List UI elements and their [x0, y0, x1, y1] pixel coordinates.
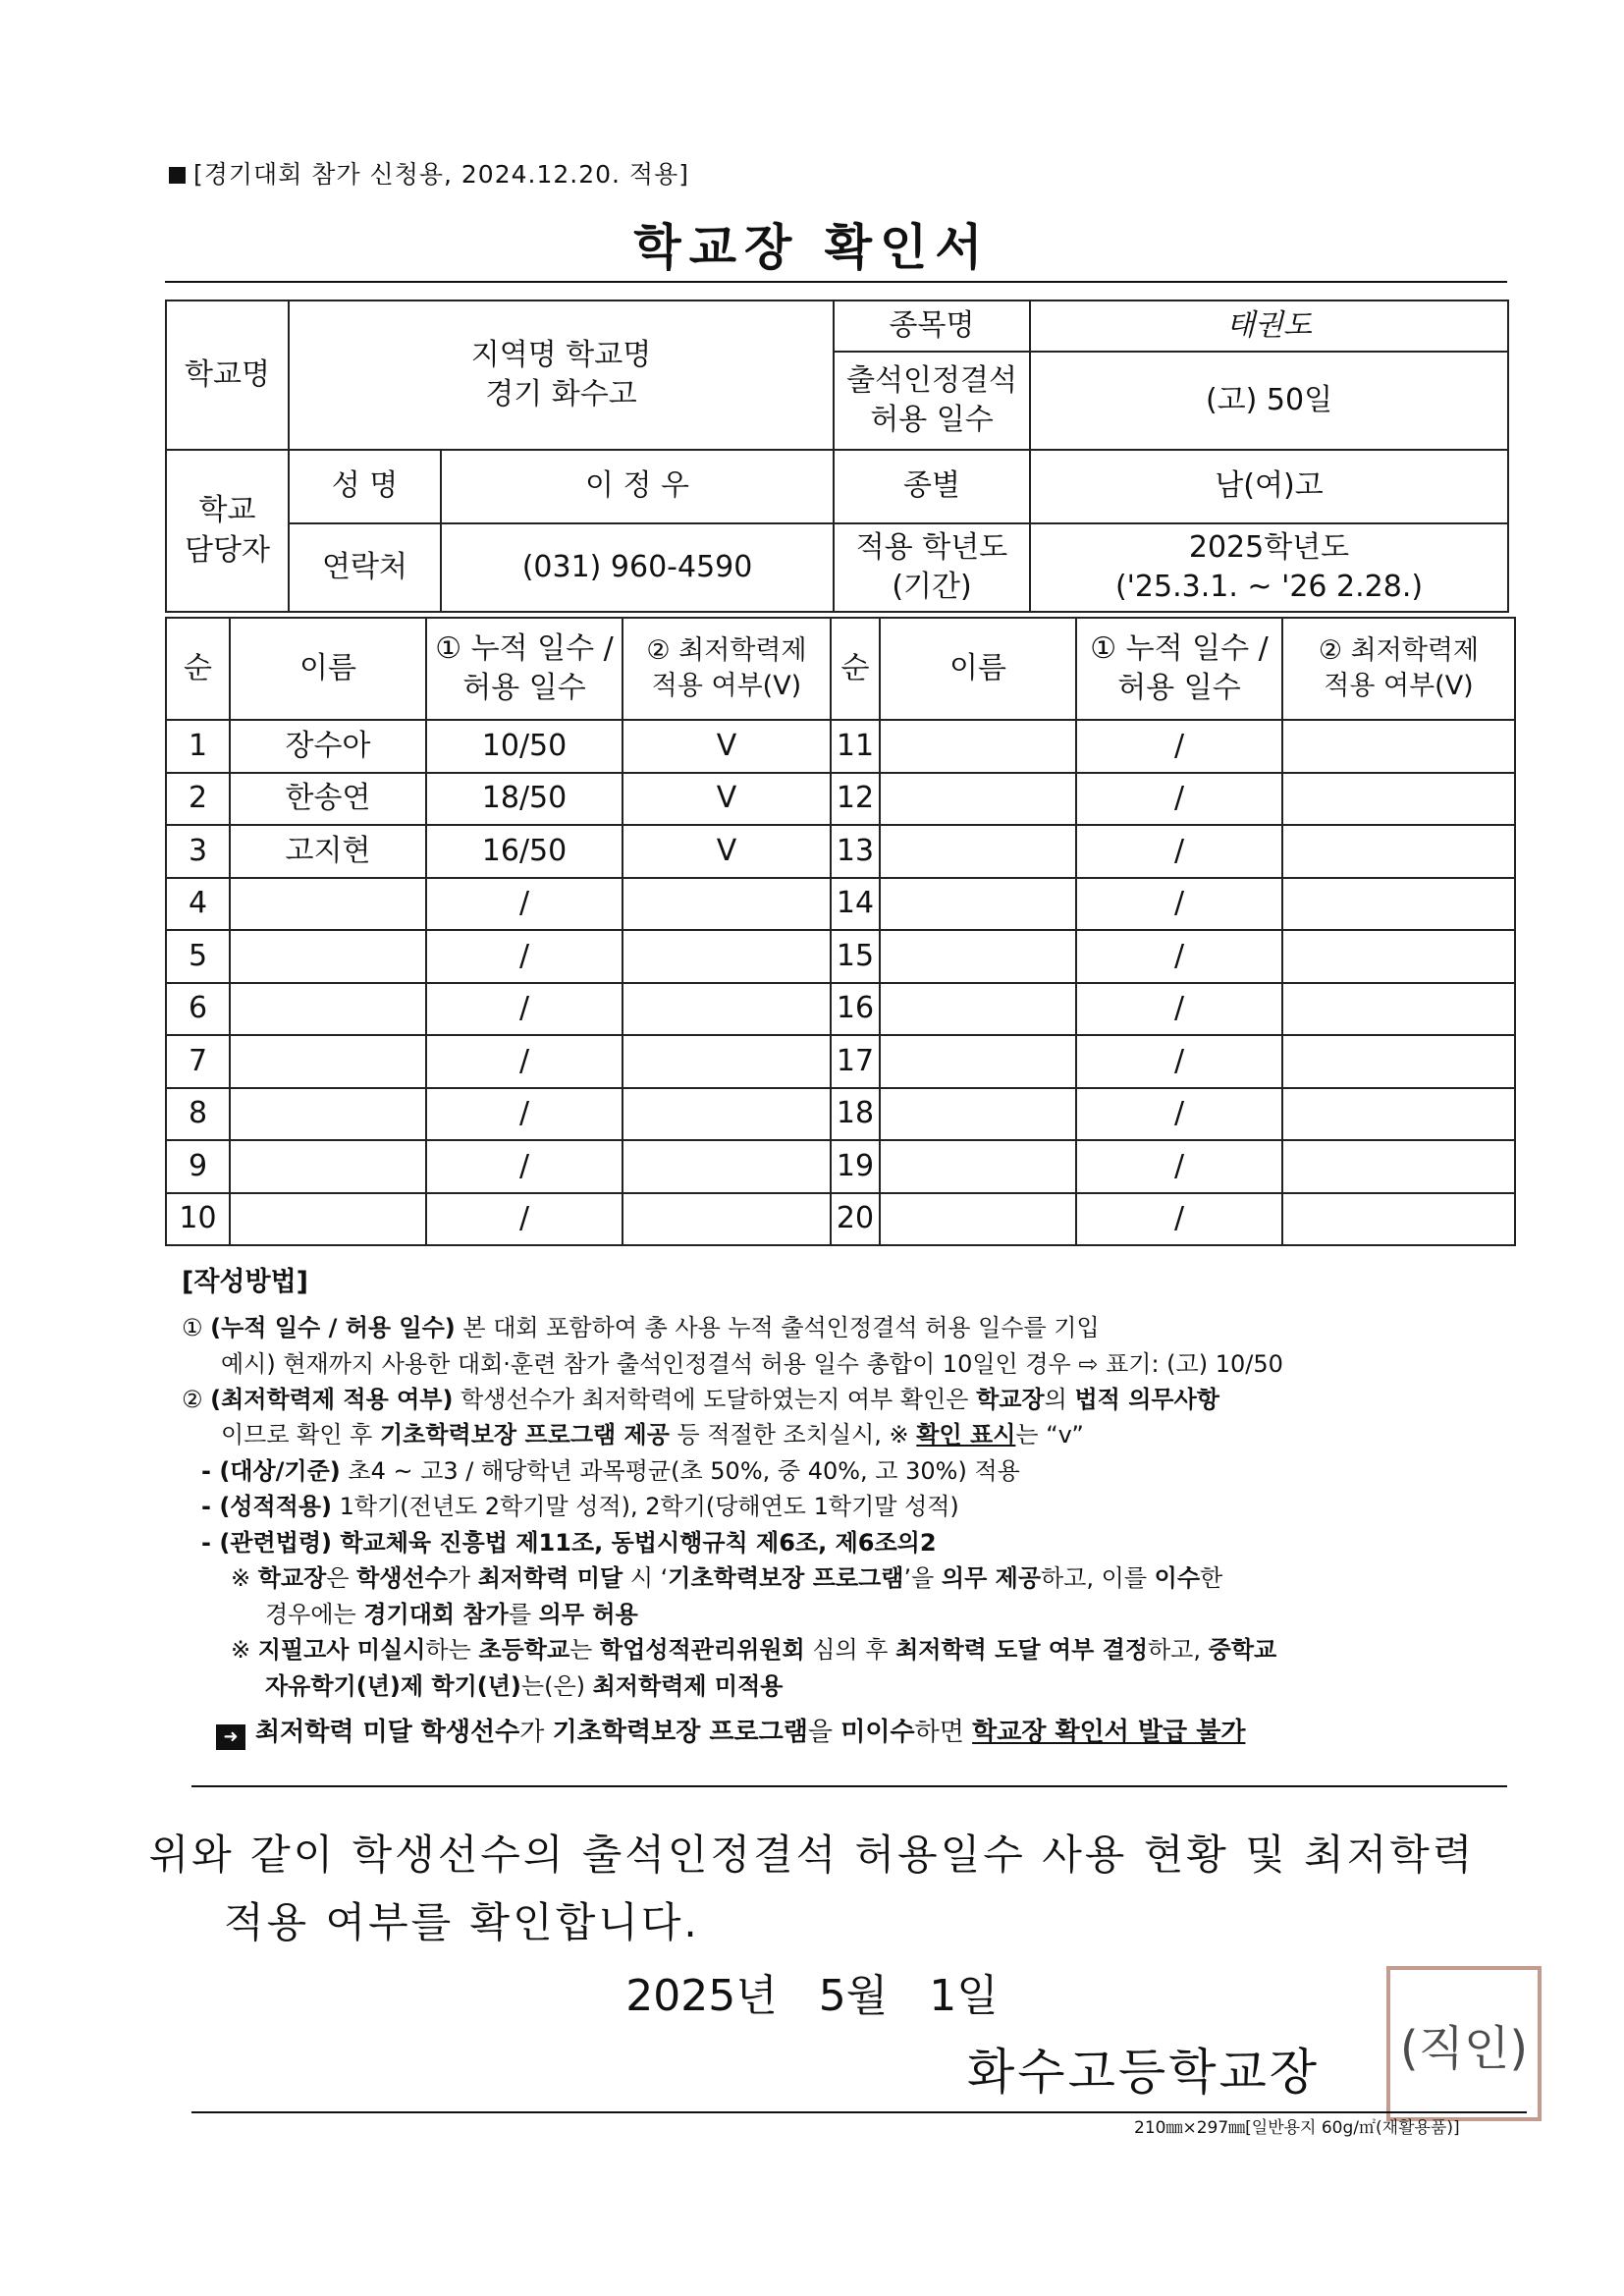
student-name: [230, 878, 426, 931]
col-name-left: 이름: [230, 618, 426, 720]
row-number: 3: [166, 825, 230, 878]
table-row: [166, 720, 1515, 773]
used-days: /: [1076, 1088, 1282, 1141]
student-name: [880, 930, 1076, 983]
student-name: 한송연: [230, 773, 426, 826]
min-academic-check: [1282, 825, 1515, 878]
min-academic-check: [623, 1193, 831, 1246]
min-academic-check: [1282, 1140, 1515, 1193]
min-academic-check: [1282, 1088, 1515, 1141]
min-academic-check: [623, 1035, 831, 1088]
guide-line-11: 자유학기(년)제 학기(년)는(은) 최저학력제 미적용: [265, 1671, 784, 1700]
guide-line-6: - (성적적용) 1학기(전년도 2학기말 성적), 2학기(당해연도 1학기말 성적): [201, 1493, 959, 1521]
min-academic-check: [1282, 930, 1515, 983]
gender-label: 종별: [834, 450, 1030, 523]
used-days: /: [426, 1193, 623, 1246]
confirm-line-1: 위와 같이 학생선수의 출석인정결석 허용일수 사용 현황 및 최저학력: [148, 1831, 1476, 1879]
gender-value: 남(여)고: [1030, 450, 1508, 523]
row-number: 17: [831, 1035, 880, 1088]
used-days: /: [1076, 1193, 1282, 1246]
signer-name: 화수고등학교장: [967, 2044, 1321, 2101]
used-days: /: [426, 878, 623, 931]
min-academic-check: [1282, 983, 1515, 1036]
row-number: 1: [166, 720, 230, 773]
arrow-box-icon: ➜: [216, 1724, 245, 1750]
row-number: 11: [831, 720, 880, 773]
manager-name-label: 성 명: [289, 450, 441, 523]
school-label: 학교명: [166, 301, 289, 450]
confirm-line-2: 적용 여부를 확인합니다.: [224, 1898, 700, 1946]
student-name: [880, 1140, 1076, 1193]
student-name: [880, 878, 1076, 931]
student-name: 장수아: [230, 720, 426, 773]
row-number: 20: [831, 1193, 880, 1246]
info-table: [165, 300, 1509, 613]
allowed-value: (고) 50일: [1030, 352, 1508, 450]
student-name: [880, 825, 1076, 878]
contact-label: 연락처: [289, 523, 441, 612]
used-days: /: [426, 1140, 623, 1193]
min-academic-check: [1282, 878, 1515, 931]
table-row: [166, 1193, 1515, 1246]
sport-label: 종목명: [834, 301, 1030, 352]
seal-mark: (직인): [1399, 2020, 1529, 2076]
used-days: /: [426, 1035, 623, 1088]
row-number: 16: [831, 983, 880, 1036]
manager-name-value: 이 정 우: [441, 450, 834, 523]
student-name: [880, 720, 1076, 773]
footer-paper-spec: 210㎜×297㎜[일반용지 60g/㎡(재활용품)]: [1134, 2118, 1460, 2138]
min-academic-check: [623, 1140, 831, 1193]
student-name: [230, 1140, 426, 1193]
min-academic-check: [1282, 773, 1515, 826]
used-days: /: [1076, 983, 1282, 1036]
used-days: /: [1076, 930, 1282, 983]
guide-line-4: 이므로 확인 후 기초학력보장 프로그램 제공 등 적절한 조치실시, ※ 확인 표시는 “v”: [221, 1421, 1084, 1449]
allowed-label: 출석인정결석 허용 일수: [834, 352, 1030, 450]
table-row: [166, 825, 1515, 878]
min-academic-check: [623, 878, 831, 931]
used-days: 10/50: [426, 720, 623, 773]
row-number: 7: [166, 1035, 230, 1088]
used-days: 18/50: [426, 773, 623, 826]
row-number: 15: [831, 930, 880, 983]
row-number: 9: [166, 1140, 230, 1193]
table-row: [166, 1088, 1515, 1141]
student-name: 고지현: [230, 825, 426, 878]
contact-value: (031) 960-4590: [441, 523, 834, 612]
used-days: /: [1076, 773, 1282, 826]
year-value: 2025학년도 ('25.3.1. ~ '26 2.28.): [1030, 523, 1508, 612]
col-no-right: 순: [831, 618, 880, 720]
table-row: [166, 930, 1515, 983]
row-number: 13: [831, 825, 880, 878]
min-academic-check: V: [623, 720, 831, 773]
guide-line-1: ① (누적 일수 / 허용 일수) 본 대회 포함하여 총 사용 누적 출석인정결석 허용 일수를 기입: [182, 1314, 1100, 1342]
row-number: 8: [166, 1088, 230, 1141]
min-academic-check: V: [623, 773, 831, 826]
official-seal: [1386, 1966, 1542, 2121]
guide-heading: [작성방법]: [182, 1267, 309, 1297]
min-academic-check: [1282, 1035, 1515, 1088]
min-academic-check: [623, 930, 831, 983]
table-row: [166, 983, 1515, 1036]
row-number: 12: [831, 773, 880, 826]
sport-value: 태권도: [1030, 301, 1508, 352]
table-row: [166, 878, 1515, 931]
row-number: 2: [166, 773, 230, 826]
roster-table: [165, 617, 1516, 1246]
col-name-right: 이름: [880, 618, 1076, 720]
used-days: /: [426, 983, 623, 1036]
guide-line-3: ② (최저학력제 적용 여부) 학생선수가 최저학력에 도달하였는지 여부 확인은 학교장의 법적 의무사항: [182, 1385, 1219, 1413]
school-name-label: 지역명 학교명: [470, 337, 652, 372]
confirm-date: 2025년 5월 1일: [625, 1971, 999, 2021]
top-rule: [165, 281, 1507, 283]
min-academic-check: [623, 983, 831, 1036]
guide-line-7: - (관련법령) 학교체육 진흥법 제11조, 동법시행규칙 제6조, 제6조의2: [201, 1528, 937, 1557]
row-number: 10: [166, 1193, 230, 1246]
min-academic-check: [1282, 1193, 1515, 1246]
col-min-right: ② 최저학력제 적용 여부(V): [1282, 618, 1515, 720]
year-label: 적용 학년도 (기간): [834, 523, 1030, 612]
student-name: [880, 1035, 1076, 1088]
table-row: [166, 1035, 1515, 1088]
used-days: /: [1076, 720, 1282, 773]
page-title: 학교장 확인서: [633, 219, 991, 276]
guide-line-2: 예시) 현재까지 사용한 대회·훈련 참가 출석인정결석 허용 일수 총합이 10일인 경우 ⇨ 표기: (고) 10/50: [221, 1349, 1283, 1378]
student-name: [230, 1193, 426, 1246]
guide-line-5: - (대상/기준) 초4 ~ 고3 / 해당학년 과목평균(초 50%, 중 40%, 고 30%) 적용: [201, 1456, 1020, 1485]
guide-line-10: ※ 지필고사 미실시하는 초등학교는 학업성적관리위원회 심의 후 최저학력 도달 여부 결정하고, 중학교: [231, 1636, 1277, 1665]
table-row: [166, 773, 1515, 826]
min-academic-check: [623, 1088, 831, 1141]
school-name-value: 경기 화수고: [485, 377, 637, 411]
square-bullet-icon: [169, 167, 186, 184]
used-days: /: [1076, 1140, 1282, 1193]
used-days: 16/50: [426, 825, 623, 878]
row-number: 14: [831, 878, 880, 931]
row-number: 18: [831, 1088, 880, 1141]
student-name: [230, 930, 426, 983]
school-name-cell: [289, 301, 834, 450]
writing-guide: [182, 1262, 1537, 1753]
student-name: [880, 1088, 1076, 1141]
student-name: [230, 1088, 426, 1141]
min-academic-check: V: [623, 825, 831, 878]
guide-line-9: 경우에는 경기대회 참가를 의무 허용: [265, 1600, 638, 1628]
col-days-left: ① 누적 일수 / 허용 일수: [426, 618, 623, 720]
used-days: /: [1076, 1035, 1282, 1088]
used-days: /: [426, 1088, 623, 1141]
used-days: /: [1076, 878, 1282, 931]
col-no-left: 순: [166, 618, 230, 720]
guide-line-8: ※ 학교장은 학생선수가 최저학력 미달 시 ‘기초학력보장 프로그램’을 의무 제공하고, 이를 이수한: [231, 1564, 1223, 1593]
manager-label: 학교 담당자: [166, 450, 289, 612]
middle-rule: [191, 1785, 1507, 1787]
col-min-left: ② 최저학력제 적용 여부(V): [623, 618, 831, 720]
student-name: [230, 1035, 426, 1088]
table-row: [166, 1140, 1515, 1193]
guide-line-12: ➜ 최저학력 미달 학생선수가 기초학력보장 프로그램을 미이수하면 학교장 확인서 발급 불가: [182, 1714, 1537, 1753]
student-name: [230, 983, 426, 1036]
used-days: /: [426, 930, 623, 983]
row-number: 5: [166, 930, 230, 983]
min-academic-check: [1282, 720, 1515, 773]
row-number: 6: [166, 983, 230, 1036]
student-name: [880, 983, 1076, 1036]
col-days-right: ① 누적 일수 / 허용 일수: [1076, 618, 1282, 720]
row-number: 19: [831, 1140, 880, 1193]
student-name: [880, 773, 1076, 826]
used-days: /: [1076, 825, 1282, 878]
header-note: [경기대회 참가 신청용, 2024.12.20. 적용]: [169, 155, 689, 191]
student-name: [880, 1193, 1076, 1246]
row-number: 4: [166, 878, 230, 931]
